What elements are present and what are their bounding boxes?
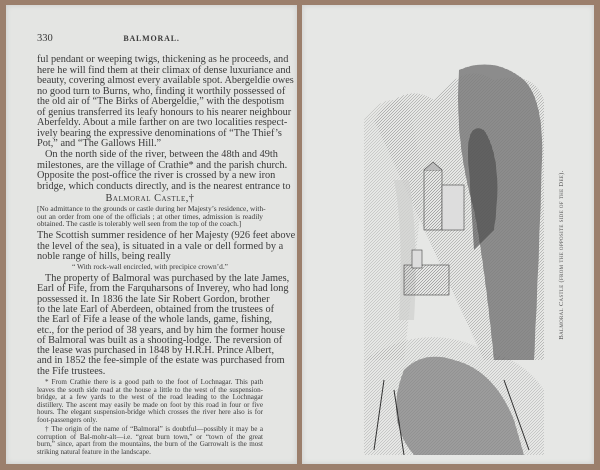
body-line: here he will find them at their climax of dense luxuriance and: [37, 64, 291, 76]
footnote-line: corruption of Bal-mohr-alt—i.e. “great burn town,” or “town of the great: [37, 432, 263, 441]
body-line: of genius transferred its leafy honours to his nearer neighbour: [37, 106, 292, 118]
body-line: ful pendant or weeping twigs, thickening as he proceeds, and: [37, 54, 289, 65]
body-line: On the north side of the river, between the 48th and 49th: [45, 149, 278, 160]
body-line: the old air of “The Birks of Abergeldie,” with the despotism: [37, 96, 285, 107]
body-line: Earl of Fife, from the Farquharsons of Inverey, who had long: [37, 283, 289, 295]
footnote-line: * From Crathie there is a good path to the foot of Lochnagar. This path: [45, 378, 263, 386]
body-line: noble range of hills, being really: [37, 251, 171, 262]
footnote-line: † The origin of the name of “Balmoral” is doubtful—possibly it may be a: [45, 425, 263, 433]
body-line: beauty, covering almost every available spot. Abergeldie owes: [37, 75, 294, 86]
body-line: of Balmoral was built as a shooting-lodge. The reversion of: [37, 334, 283, 346]
running-head: BALMORAL.: [123, 34, 180, 43]
footnote-line: bridge, at a few yards to the west of the road leading to the Lochnagar: [37, 393, 263, 402]
balmoral-castle-engraving: [364, 60, 544, 455]
body-line: the Earl of Fife a lease of the whole lands, game, fishing,: [37, 314, 273, 326]
body-line: the lease was purchased in 1848 by H.R.H. Prince Albert,: [37, 345, 275, 357]
body-line: etc., for the period of 38 years, and by him the former house: [37, 324, 285, 336]
body-line: the Fife trustees.: [37, 365, 106, 377]
footnote-line: burn,” since, apart from the mountains, the burn of the Garrowalt is the most: [37, 440, 263, 449]
bracket-note-line: obtained. The castle is tolerably well seen from the top of the coach.]: [37, 219, 242, 229]
body-line: The property of Balmoral was purchased by the late James,: [45, 273, 290, 284]
verse-quote: “ With rock-wall encircled, with precipice crown’d.”: [72, 262, 228, 271]
page-number: 330: [37, 33, 53, 44]
footnote-line: striking natural feature in the landscape.: [37, 447, 151, 456]
body-line: possessed it. In 1836 the late Sir Robert Gordon, brother: [37, 293, 270, 305]
body-line: Pot,” and “The Gallows Hill.”: [37, 138, 162, 149]
footnote-line: hours. The elegant suspension-bridge which crosses the river here also is for: [37, 408, 263, 417]
body-line: to the late Earl of Aberdeen, obtained from the trustees of: [37, 303, 275, 315]
bracket-note-line: out an order from one of the officials ; at other times, admission is readily: [37, 211, 263, 221]
footnote-line: foot-passengers only.: [37, 416, 98, 424]
body-line: the level of the sea), is situated in a vale or dell formed by a: [37, 240, 284, 252]
bracket-note-line: [No admittance to the grounds or castle during her Majesty’s residence, with-: [37, 204, 266, 213]
footnote-line: leaves the south side road at the house a little to the west of the suspension-: [37, 385, 263, 394]
section-heading: Balmoral Castle,†: [105, 193, 195, 204]
body-line: and in 1852 the fee-simple of the estate was purchased from: [37, 355, 285, 367]
body-line: Opposite the post-office the river is crossed by a new iron: [37, 170, 276, 181]
body-line: The Scottish summer residence of her Majesty (926 feet above: [37, 230, 296, 241]
body-line: Aberfeldy. About a mile farther on are two localities respect-: [37, 117, 288, 128]
plate-caption: Balmoral Castle (from the opposite side of the Dee).: [558, 170, 565, 340]
body-line: bridge, which conducts directly, and is the nearest entrance to: [37, 180, 291, 192]
body-line: ively bearing the expressive denominations of “The Thief’s: [37, 127, 282, 139]
footnote-line: distillery. The ascent may easily be made on foot by this road in four or five: [37, 400, 263, 409]
body-line: no good turn to Burns, who, finding it worthily possessed of: [37, 85, 286, 97]
left-page: [6, 5, 297, 464]
body-line: milestones, are the village of Crathie* and the parish church.: [37, 159, 288, 171]
right-page: [302, 5, 594, 464]
